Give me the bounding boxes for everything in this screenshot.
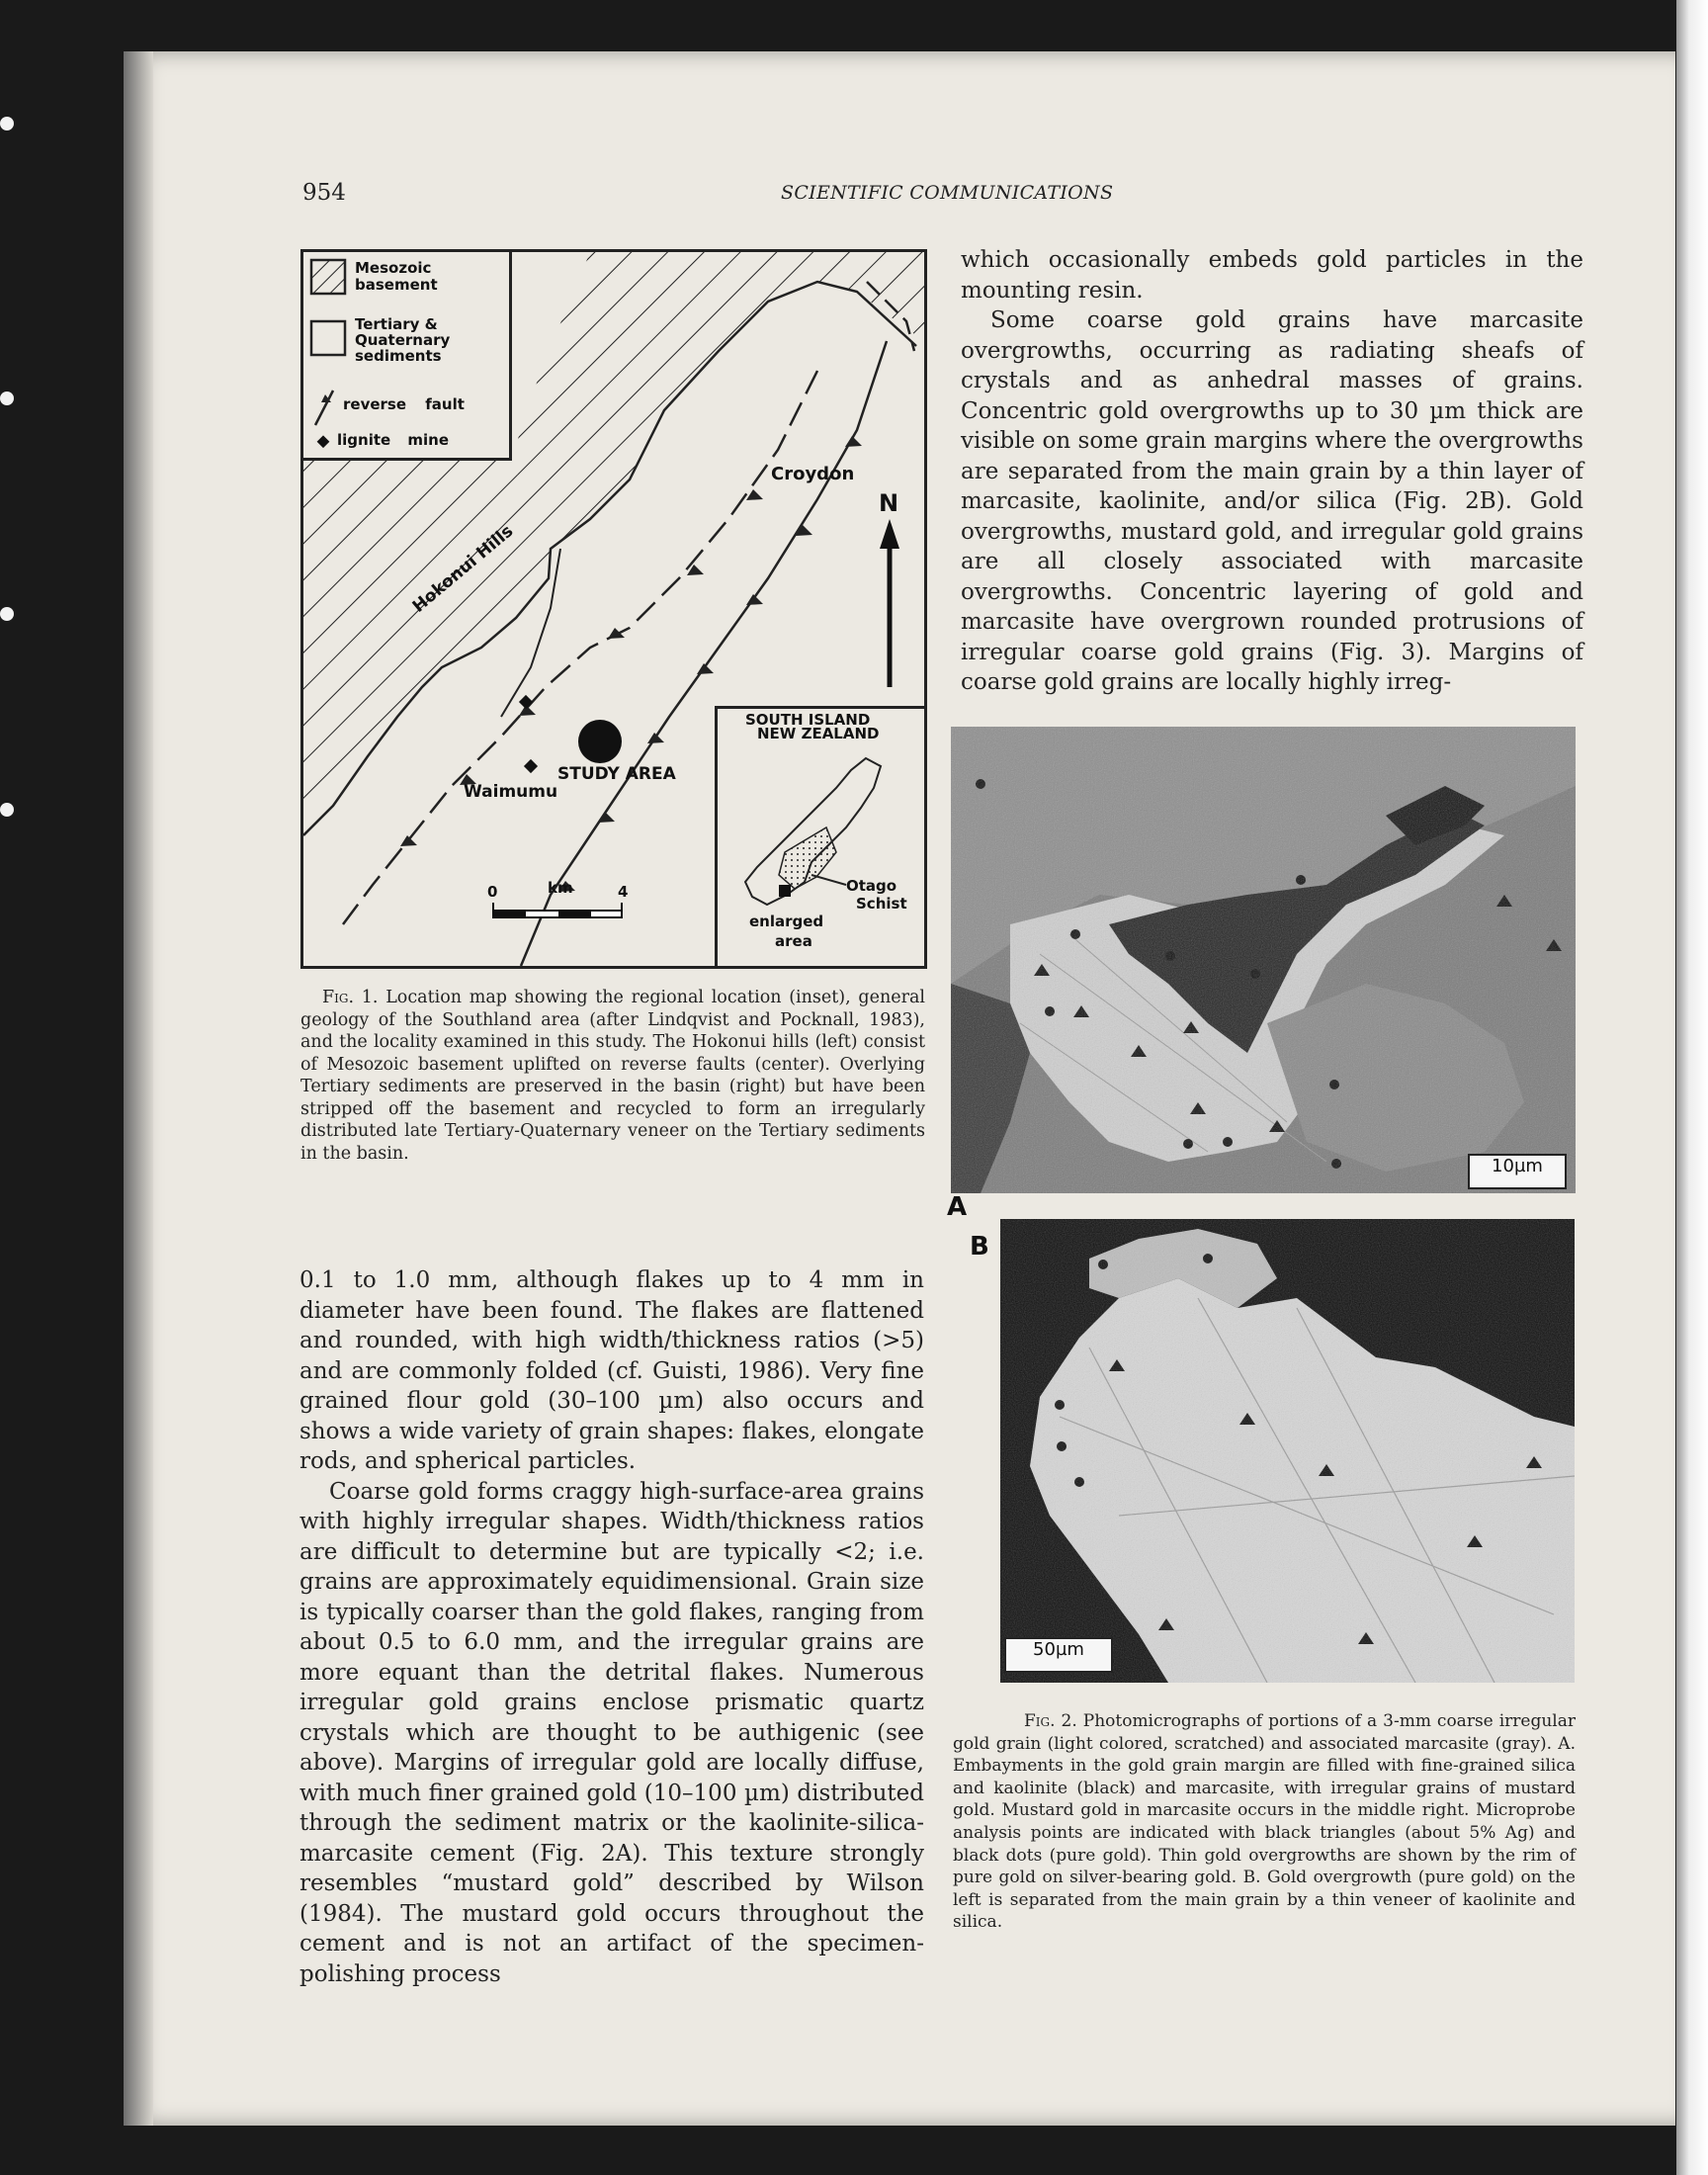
paragraph: Coarse gold forms craggy high-surface-area grains with highly irregular shapes. Width/thickness ratios are difficult to determine but are typically <2; i.e. grains are approximately equidimensional. Grain size is typically coarser than the gold flakes, ranging from about 0.5 to 6.0 mm, and the irregular grains are more equant than the detrital flakes. Numerous irregular gold grains enclose prismatic quartz crystals which are thought to be authigenic (see above). Margins of irregular gold are locally diffuse, with much finer grained gold (10–100 µm) distributed through the sediment matrix or the kaolinite-silica-marcasite cement (Fig. 2A). This texture strongly resembles “mustard gold” described by Wilson (1984). The mustard gold occurs throughout the cement and is not an artifact of the specimen-polishing process: [299, 1478, 924, 1987]
location-map: [300, 249, 927, 969]
photo-a-image: [951, 727, 1576, 1193]
legend-mine-label: lignite mine: [337, 431, 450, 449]
scale-unit-label: km: [548, 879, 573, 897]
panel-b-label: B: [970, 1232, 989, 1262]
legend-basement-label: Mesozoic: [355, 259, 432, 277]
figure2-caption-text: Photomicrographs of portions of a 3-mm coarse irregular gold grain (light colored, scratched) and associated marcasite (gray). A. Embayments in the gold grain margin are filled with fine-grained silica and kaolinite (black) and marcasite, with irregular grains of mustard gold. Mustard gold in marcasite occurs in the middle right. Microprobe analysis points are indicated with black triangles (about 5% Ag) and black dots (pure gold). Thin gold overgrowths are shown by the rim of pure gold on silver-bearing gold. B. Gold overgrowth (pure gold) on the left is separated from the main grain by a thin veneer of kaolinite and silica.: [953, 1711, 1577, 1933]
photo-b-image: [1000, 1219, 1575, 1683]
inset-map: [715, 706, 927, 969]
legend-basement-label: basement: [355, 276, 438, 294]
scale-zero-label: 0: [487, 883, 498, 901]
waimumu-label: Waimumu: [464, 782, 558, 802]
croydon-label: Croydon: [771, 464, 855, 484]
running-head: SCIENTIFIC COMMUNICATIONS: [781, 182, 1114, 204]
right-column-text: [961, 245, 1583, 698]
study-area-label: STUDY AREA: [557, 764, 676, 784]
left-column-text: [299, 1265, 924, 1989]
binder-hole: [0, 607, 14, 621]
figure1-caption-text: Location map showing the regional location (inset), general geology of the Southland area (after Lindqvist and Pocknall, 1983), and the locality examined in this study. The Hokonui hills (left) consist of Mesozoic basement uplifted on reverse faults (center). Overlying Tertiary sediments are preserved in the basin (right) but have been stripped off the basement and recycled to form an irregularly distributed late Tertiary-Quaternary veneer on the Tertiary sediments in the basin.: [300, 988, 925, 1164]
page-binding: [124, 51, 153, 2126]
legend-sediments-label: Tertiary &: [355, 315, 438, 333]
paragraph: 0.1 to 1.0 mm, although flakes up to 4 mm in diameter have been found. The flakes are flattened and rounded, with high width/thickness ratios (>5) and are commonly folded (cf. Guisti, 1986). Very fine grained flour gold (30–100 µm) also occurs and shows a wide variety of grain shapes: flakes, elongate rods, and spherical particles.: [299, 1267, 924, 1474]
otago-schist-label: Schist: [856, 895, 907, 913]
scale-bar-b: [1004, 1637, 1113, 1673]
figure2-caption-label: Fig. 2.: [1024, 1711, 1077, 1731]
scale-bar-b-label: 50µm: [1033, 1639, 1084, 1660]
paragraph: which occasionally embeds gold particles in the mounting resin.: [961, 247, 1583, 304]
lignite-mine-marker: [524, 759, 538, 773]
page-header: [302, 180, 1587, 214]
enlarged-area-label: area: [775, 932, 812, 950]
binder-hole: [0, 392, 14, 405]
inset-title: NEW ZEALAND: [757, 725, 880, 742]
study-area-marker: [578, 720, 622, 763]
map-legend: [303, 252, 512, 461]
photomicrograph-b: [1000, 1219, 1575, 1683]
enlarged-area-label: enlarged: [749, 913, 824, 930]
legend-fault-label: reverse fault: [343, 395, 465, 413]
hokonui-hills-label: Hokonui Hills: [408, 521, 518, 617]
figure1-caption-label: Fig. 1.: [322, 988, 379, 1007]
inset-title: SOUTH ISLAND: [745, 711, 871, 729]
north-label: N: [879, 489, 899, 517]
scale-bar-a: [1468, 1154, 1567, 1189]
page-number: 954: [302, 180, 346, 206]
legend-sediments-label: Quaternary: [355, 331, 451, 349]
paragraph: Some coarse gold grains have marcasite overgrowths, occurring as radiating sheafs of crystals and as anhedral masses of grains. Concentric gold overgrowths up to 30 µm thick are visible on some grain margins where the overgrowths are separated from the main grain by a thin layer of marcasite, kaolinite, and/or silica (Fig. 2B). Gold overgrowths, mustard gold, and irregular gold grains are all closely associated with marcasite overgrowths. Concentric layering of gold and marcasite have overgrown rounded protrusions of irregular coarse gold grains (Fig. 3). Margins of coarse gold grains are locally highly irreg-: [961, 307, 1583, 695]
figure1-caption: [300, 987, 925, 1165]
binder-hole: [0, 117, 14, 130]
figure2-caption: [953, 1710, 1576, 1934]
legend-sediments-label: sediments: [355, 347, 442, 365]
scale-end-label: 4: [618, 883, 629, 901]
basement-area-west: [303, 460, 551, 835]
panel-a-label: A: [947, 1192, 968, 1222]
binder-hole: [0, 803, 14, 817]
otago-schist-label: Otago: [846, 877, 897, 895]
page-edge: [1676, 0, 1708, 2175]
photomicrograph-a: [951, 727, 1576, 1193]
lignite-mine-marker: [519, 695, 533, 709]
scale-bar-a-label: 10µm: [1492, 1156, 1543, 1176]
